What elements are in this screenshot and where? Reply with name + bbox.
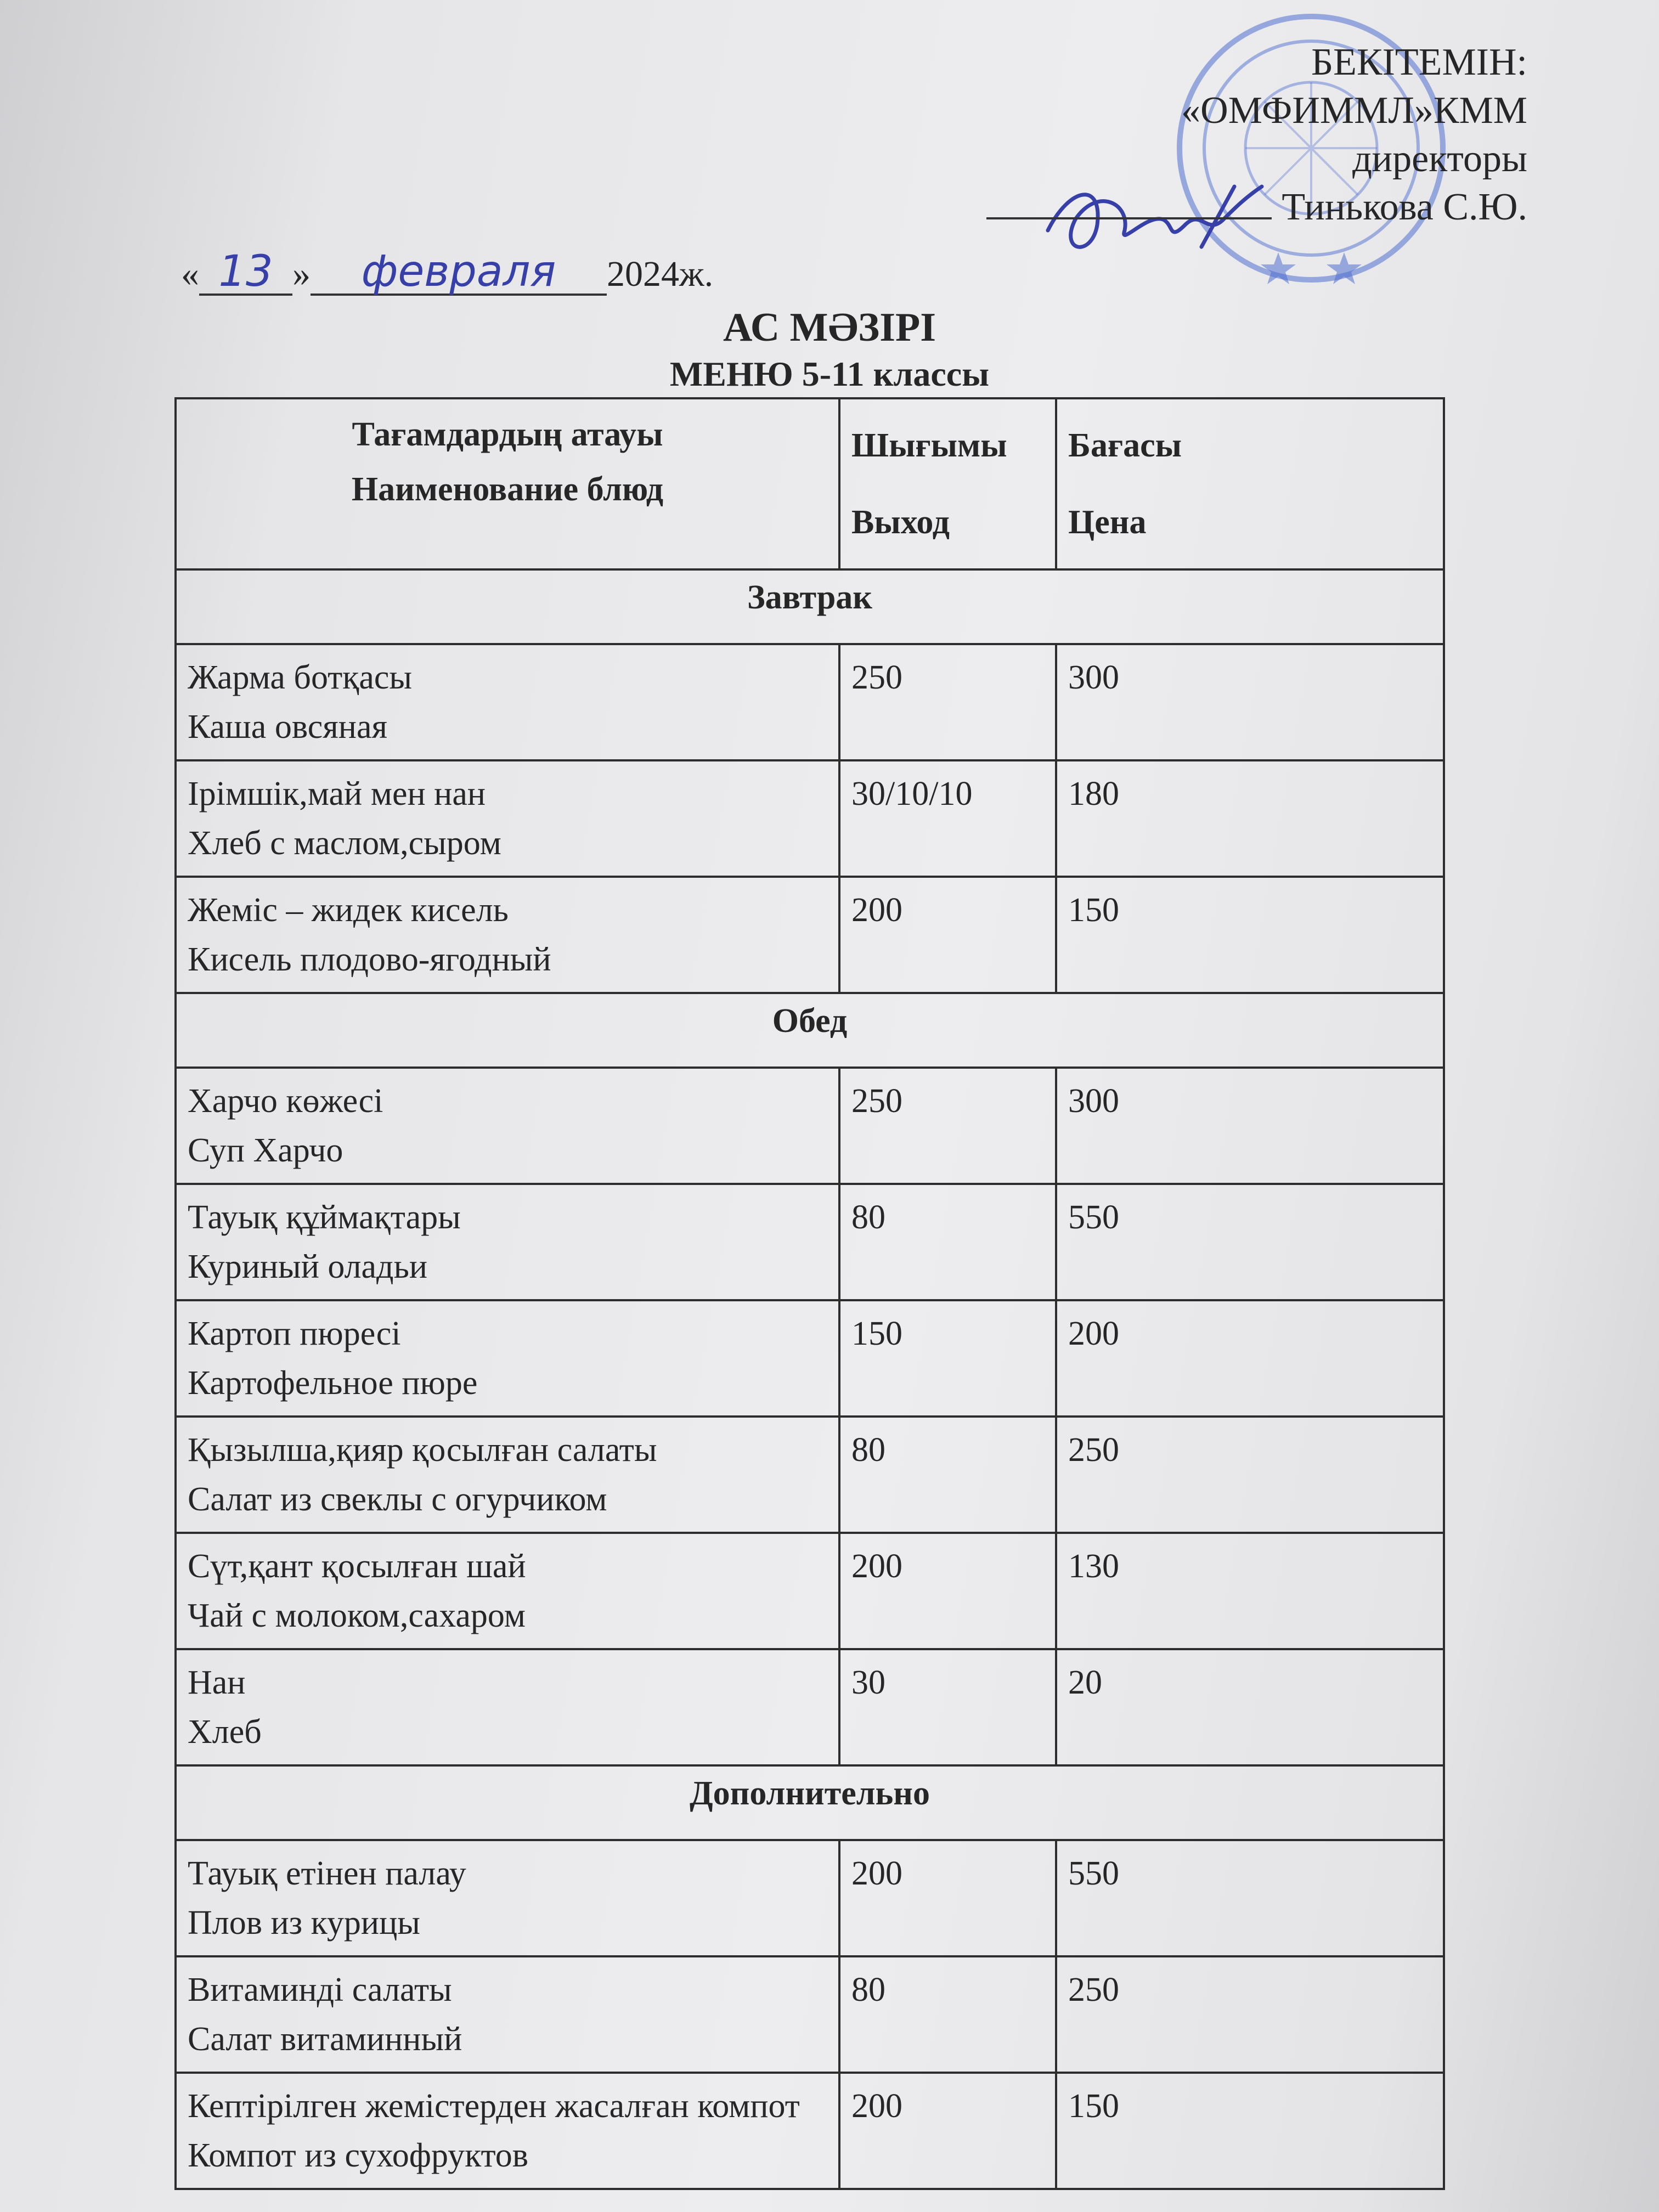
output-cell: 250 (839, 644, 1056, 760)
output-cell: 150 (839, 1300, 1056, 1417)
dish-name-cell (176, 1068, 839, 1184)
menu-title-kz: АС МӘЗІРІ (723, 305, 936, 350)
header-output-kz: Шығымы (851, 427, 1007, 464)
dish-name-ru: Салат из свеклы с огурчиком (188, 1481, 607, 1518)
dish-name-cell (176, 1417, 839, 1533)
price-cell: 250 (1056, 1417, 1444, 1533)
price-cell: 20 (1056, 1649, 1444, 1765)
dish-name-cell (176, 760, 839, 877)
output-cell: 80 (839, 1956, 1056, 2073)
dish-name-cell (176, 1649, 839, 1765)
dish-name-cell (176, 1840, 839, 1956)
date-year: 2024ж. (607, 254, 714, 294)
output-cell: 250 (839, 1068, 1056, 1184)
table-row (176, 1840, 1444, 1956)
menu-table-body (176, 569, 1444, 2189)
approval-block (986, 38, 1527, 232)
menu-title-ru: МЕНЮ 5-11 классы (669, 354, 990, 393)
price-cell: 130 (1056, 1533, 1444, 1649)
table-row (176, 1649, 1444, 1765)
section-row (176, 569, 1444, 644)
section-title: Обед (176, 993, 1444, 1068)
table-row (176, 1956, 1444, 2073)
dish-name-ru: Картофельное пюре (188, 1364, 478, 1402)
dish-name-kz: Жарма ботқасы (188, 659, 413, 696)
dish-name-ru: Компот из сухофруктов (188, 2137, 528, 2174)
dish-name-kz: Кептірілген жемістерден жасалған компот (188, 2087, 800, 2125)
table-row (176, 1184, 1444, 1300)
dish-name-ru: Хлеб с маслом,сыром (188, 825, 501, 862)
section-row (176, 1765, 1444, 1840)
price-cell: 550 (1056, 1184, 1444, 1300)
output-cell: 30 (839, 1649, 1056, 1765)
approval-signer-name: Тинькова С.Ю. (1282, 186, 1527, 228)
table-row (176, 877, 1444, 993)
dish-name-kz: Картоп пюресі (188, 1315, 401, 1352)
header-output (839, 398, 1056, 569)
dish-name-ru: Каша овсяная (188, 708, 387, 746)
price-cell: 200 (1056, 1300, 1444, 1417)
dish-name-kz: Нан (188, 1664, 246, 1701)
header-price (1056, 398, 1444, 569)
dish-name-ru: Чай с молоком,сахаром (188, 1597, 526, 1634)
date-line (181, 247, 714, 296)
date-day-handwritten: 13 (199, 250, 292, 296)
approval-signer-row (986, 183, 1527, 232)
date-open-quote: « (181, 254, 199, 294)
signature-line (986, 184, 1272, 219)
dish-name-ru: Салат витаминный (188, 2021, 462, 2058)
dish-name-ru: Куриный оладьи (188, 1248, 428, 1285)
output-cell: 30/10/10 (839, 760, 1056, 877)
dish-name-ru: Хлеб (188, 1713, 262, 1751)
output-cell: 200 (839, 877, 1056, 993)
output-cell: 200 (839, 1533, 1056, 1649)
section-row (176, 993, 1444, 1068)
price-cell: 250 (1056, 1956, 1444, 2073)
dish-name-kz: Тауық етінен палау (188, 1855, 466, 1892)
header-output-ru: Выход (851, 504, 950, 541)
price-cell: 300 (1056, 1068, 1444, 1184)
section-title: Завтрак (176, 569, 1444, 644)
section-title: Дополнительно (176, 1765, 1444, 1840)
dish-name-kz: Қызылша,қияр қосылған салаты (188, 1431, 657, 1469)
dish-name-kz: Сүт,қант қосылған шай (188, 1548, 526, 1585)
dish-name-ru: Кисель плодово-ягодный (188, 941, 551, 978)
table-header-row (176, 398, 1444, 569)
output-cell: 80 (839, 1184, 1056, 1300)
price-cell: 180 (1056, 760, 1444, 877)
dish-name-kz: Ірімшік,май мен нан (188, 775, 486, 812)
dish-name-kz: Харчо көжесі (188, 1082, 383, 1120)
dish-name-cell (176, 877, 839, 993)
header-price-ru: Цена (1068, 504, 1147, 541)
dish-name-cell (176, 1533, 839, 1649)
table-row (176, 1068, 1444, 1184)
dish-name-cell (176, 1956, 839, 2073)
approval-position: директоры (1352, 138, 1527, 180)
output-cell: 200 (839, 2073, 1056, 2189)
dish-name-cell (176, 1300, 839, 1417)
header-dish-name (176, 398, 839, 569)
price-cell: 150 (1056, 2073, 1444, 2189)
price-cell: 150 (1056, 877, 1444, 993)
table-row (176, 1300, 1444, 1417)
table-row (176, 1417, 1444, 1533)
price-cell: 300 (1056, 644, 1444, 760)
output-cell: 200 (839, 1840, 1056, 1956)
price-cell: 550 (1056, 1840, 1444, 1956)
dish-name-kz: Витаминді салаты (188, 1971, 452, 2008)
date-close-quote: » (292, 254, 311, 294)
dish-name-cell (176, 644, 839, 760)
date-month-handwritten: февраля (311, 250, 607, 296)
dish-name-cell (176, 1184, 839, 1300)
dish-name-cell (176, 2073, 839, 2189)
menu-table (174, 397, 1445, 2190)
table-row (176, 644, 1444, 760)
header-price-kz: Бағасы (1068, 427, 1182, 464)
table-row (176, 2073, 1444, 2189)
output-cell: 80 (839, 1417, 1056, 1533)
approval-title: БЕКІТЕМІН: (1311, 41, 1527, 83)
dish-name-kz: Жеміс – жидек кисель (188, 891, 509, 929)
header-dish-name-kz: Тағамдардың атауы (352, 416, 663, 453)
dish-name-ru: Плов из курицы (188, 1904, 420, 1942)
approval-organization: «ОМФИММЛ»КММ (1181, 89, 1527, 132)
header-dish-name-ru: Наименование блюд (351, 471, 664, 508)
table-row (176, 760, 1444, 877)
dish-name-kz: Тауық құймақтары (188, 1199, 461, 1236)
table-row (176, 1533, 1444, 1649)
dish-name-ru: Суп Харчо (188, 1132, 343, 1169)
